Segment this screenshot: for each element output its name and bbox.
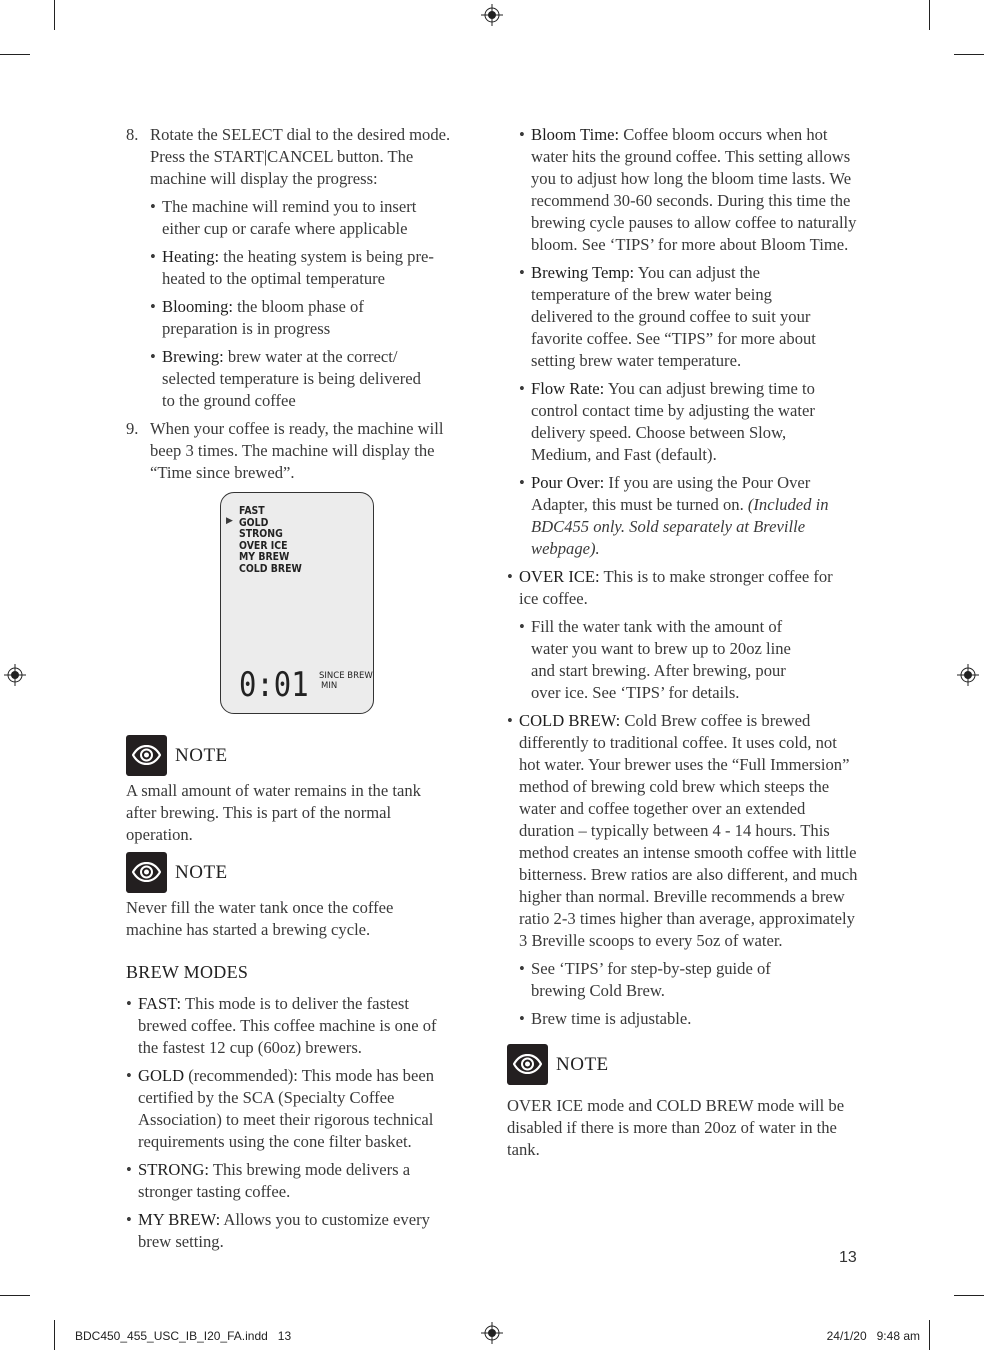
bullet-text: the heating system is being pre-heated to the optimal temperature bbox=[162, 247, 434, 288]
bullet: • bbox=[126, 1160, 132, 1179]
mode-my-brew bbox=[126, 1209, 458, 1253]
crop-mark bbox=[54, 0, 55, 30]
step-8 bbox=[126, 124, 468, 190]
bullet: • bbox=[150, 197, 156, 216]
selection-arrow-icon: ▶ bbox=[226, 516, 233, 526]
setting-flow-rate bbox=[519, 378, 831, 466]
setting-text: You can adjust the temperature of the brew water being delivered to the ground coffee to suit your favorite coffee. See “TIPS” for more about setting brew water temperature. bbox=[531, 263, 816, 370]
lcd-mode: FAST bbox=[239, 504, 265, 517]
step-9 bbox=[126, 418, 476, 484]
crop-mark bbox=[954, 1295, 984, 1296]
mode-gold bbox=[126, 1065, 473, 1153]
bullet-text: the bloom phase of preparation is in progress bbox=[162, 297, 364, 338]
note-text: OVER ICE mode and COLD BREW mode will be disabled if there is more than 20oz of water in the tank. bbox=[507, 1096, 845, 1159]
lcd-mode-selected: GOLD bbox=[239, 515, 269, 529]
setting-brewing-temp bbox=[519, 262, 836, 372]
setting-text: Coffee bloom occurs when hot water hits the ground coffee. This setting allows you to adjust how long the bloom time lasts. We recommend 30-60 seconds. During this time the brewing cycle pauses to allow coffee to naturally bloom. See ‘TIPS’ for more about Bloom Time. bbox=[531, 125, 857, 254]
mode-text: This mode is to deliver the fastest brewed coffee. This coffee machine is one of the fastest 12 cup (60oz) brewers. bbox=[138, 994, 437, 1057]
crop-mark bbox=[929, 1320, 930, 1350]
eye-icon bbox=[126, 735, 167, 776]
bullet-item bbox=[519, 1008, 781, 1030]
bullet-item bbox=[150, 346, 430, 412]
mode-text: This brewing mode delivers a stronger tasting coffee. bbox=[138, 1160, 411, 1201]
crop-mark bbox=[0, 54, 30, 55]
mode-label: COLD BREW: bbox=[519, 711, 621, 730]
since-brew-text: SINCE BREW bbox=[319, 671, 373, 681]
registration-mark-icon bbox=[957, 664, 979, 686]
setting-label: Bloom Time: bbox=[531, 125, 620, 144]
left-column bbox=[126, 124, 478, 1253]
mode-fast bbox=[126, 993, 453, 1059]
setting-text: You can adjust brewing time to control contact time by adjusting the water delivery speed. Choose between Slow, Medium, and Fast (default). bbox=[531, 379, 815, 464]
step-number: 8. bbox=[126, 125, 139, 144]
bullet: • bbox=[507, 567, 513, 586]
lcd-mode: COLD BREW bbox=[239, 561, 302, 575]
lcd-mode: STRONG bbox=[239, 527, 283, 540]
setting-bloom-time bbox=[519, 124, 857, 256]
bullet-text: Brew time is adjustable. bbox=[531, 1009, 692, 1028]
setting-note: (Included in BDC455 only. Sold separately at Breville webpage). bbox=[531, 495, 829, 558]
mode-label: GOLD bbox=[138, 1066, 185, 1085]
mode-label: STRONG: bbox=[138, 1160, 209, 1179]
step-text: When your coffee is ready, the machine will beep 3 times. The machine will display the “Time since brewed”. bbox=[150, 419, 444, 482]
bullet: • bbox=[507, 711, 513, 730]
bullet-text: The machine will remind you to insert either cup or carafe where applicable bbox=[162, 197, 417, 238]
mode-label: OVER ICE: bbox=[519, 567, 600, 586]
bullet-item bbox=[150, 246, 452, 290]
lcd-since-label bbox=[319, 672, 373, 691]
bullet-label: Blooming: bbox=[162, 297, 233, 316]
registration-mark-icon bbox=[481, 4, 503, 26]
lcd-mode: MY BREW bbox=[239, 550, 290, 563]
bullet-text: Fill the water tank with the amount of water you want to brew up to 20oz line and start brewing. After brewing, pour over ice. See ‘TIPS’ for details. bbox=[531, 617, 791, 702]
setting-label: Pour Over: bbox=[531, 473, 605, 492]
section-heading: BREW MODES bbox=[126, 962, 249, 982]
lcd-mode-list bbox=[239, 505, 302, 574]
note-heading: NOTE bbox=[175, 862, 228, 883]
page-number: 13 bbox=[839, 1249, 857, 1266]
mode-strong bbox=[126, 1159, 448, 1203]
bullet-item bbox=[519, 616, 811, 704]
bullet: • bbox=[150, 347, 156, 366]
lcd-display bbox=[220, 492, 374, 714]
bullet: • bbox=[126, 994, 132, 1013]
bullet: • bbox=[150, 247, 156, 266]
lcd-time: 0:01 bbox=[239, 665, 309, 705]
bullet-label: Heating: bbox=[162, 247, 220, 266]
crop-mark bbox=[54, 1320, 55, 1350]
bullet-label: Brewing: bbox=[162, 347, 224, 366]
setting-label: Brewing Temp: bbox=[531, 263, 635, 282]
mode-text: (recommended): This mode has been certified by the SCA (Specialty Coffee Association) to meet their rigorous technical requirements using the cone filter basket. bbox=[138, 1066, 434, 1151]
footer-date: 24/1/20 9:48 am bbox=[826, 1329, 920, 1343]
registration-mark-icon bbox=[481, 1322, 503, 1344]
eye-icon bbox=[126, 852, 167, 893]
footer-filename: BDC450_455_USC_IB_I20_FA.indd 13 bbox=[75, 1329, 292, 1343]
bullet: • bbox=[519, 379, 525, 398]
bullet: • bbox=[519, 125, 525, 144]
mode-label: MY BREW: bbox=[138, 1210, 221, 1229]
right-column bbox=[507, 124, 859, 1161]
note-header bbox=[126, 852, 478, 893]
bullet: • bbox=[519, 1009, 525, 1028]
bullet: • bbox=[519, 617, 525, 636]
bullet: • bbox=[519, 473, 525, 492]
crop-mark bbox=[954, 54, 984, 55]
bullet: • bbox=[519, 959, 525, 978]
bullet: • bbox=[150, 297, 156, 316]
setting-text: If you are using the Pour Over Adapter, this must be turned on. bbox=[531, 473, 811, 514]
crop-mark bbox=[929, 0, 930, 30]
note-text: Never fill the water tank once the coffee machine has started a brewing cycle. bbox=[126, 898, 394, 939]
setting-pour-over bbox=[519, 472, 849, 560]
bullet: • bbox=[126, 1066, 132, 1085]
note-header bbox=[126, 735, 478, 776]
crop-mark bbox=[0, 1295, 30, 1296]
bullet-text: See ‘TIPS’ for step-by-step guide of brewing Cold Brew. bbox=[531, 959, 771, 1000]
setting-label: Flow Rate: bbox=[531, 379, 605, 398]
mode-text: Cold Brew coffee is brewed differently to traditional coffee. It uses cold, not hot water. Your brewer uses the “Full Immersion” method of brewing cold brew which steeps the water and coffee together over an extended duration – typically between 4 - 14 hours. This method creates an intense smooth coffee with little bitterness. Brew ratios are also different, and much higher than normal. Breville recommends a brew ratio 2-3 times higher than average, approximately 3 Breville scoops to every 5oz of water. bbox=[519, 711, 858, 950]
mode-text: This is to make stronger coffee for ice coffee. bbox=[519, 567, 833, 608]
note-heading: NOTE bbox=[175, 745, 228, 766]
note-heading: NOTE bbox=[556, 1054, 609, 1075]
note-text: A small amount of water remains in the tank after brewing. This is part of the normal operation. bbox=[126, 781, 421, 844]
eye-icon bbox=[507, 1044, 548, 1085]
step-number: 9. bbox=[126, 419, 139, 438]
mode-text: Allows you to customize every brew setting. bbox=[138, 1210, 430, 1251]
bullet-item bbox=[519, 958, 781, 1002]
note-header bbox=[507, 1044, 859, 1085]
step-text: Rotate the SELECT dial to the desired mode. Press the START|CANCEL button. The machine will display the progress: bbox=[150, 125, 451, 188]
bullet-item bbox=[150, 296, 402, 340]
mode-over-ice bbox=[507, 566, 844, 610]
unit-text: MIN bbox=[321, 680, 338, 691]
registration-mark-icon bbox=[4, 664, 26, 686]
mode-label: FAST: bbox=[138, 994, 182, 1013]
bullet: • bbox=[519, 263, 525, 282]
mode-cold-brew bbox=[507, 710, 859, 952]
bullet-text: brew water at the correct/ selected temperature is being delivered to the ground coffee bbox=[162, 347, 421, 410]
lcd-mode: OVER ICE bbox=[239, 538, 288, 552]
bullet: • bbox=[126, 1210, 132, 1229]
bullet-item bbox=[150, 196, 452, 240]
